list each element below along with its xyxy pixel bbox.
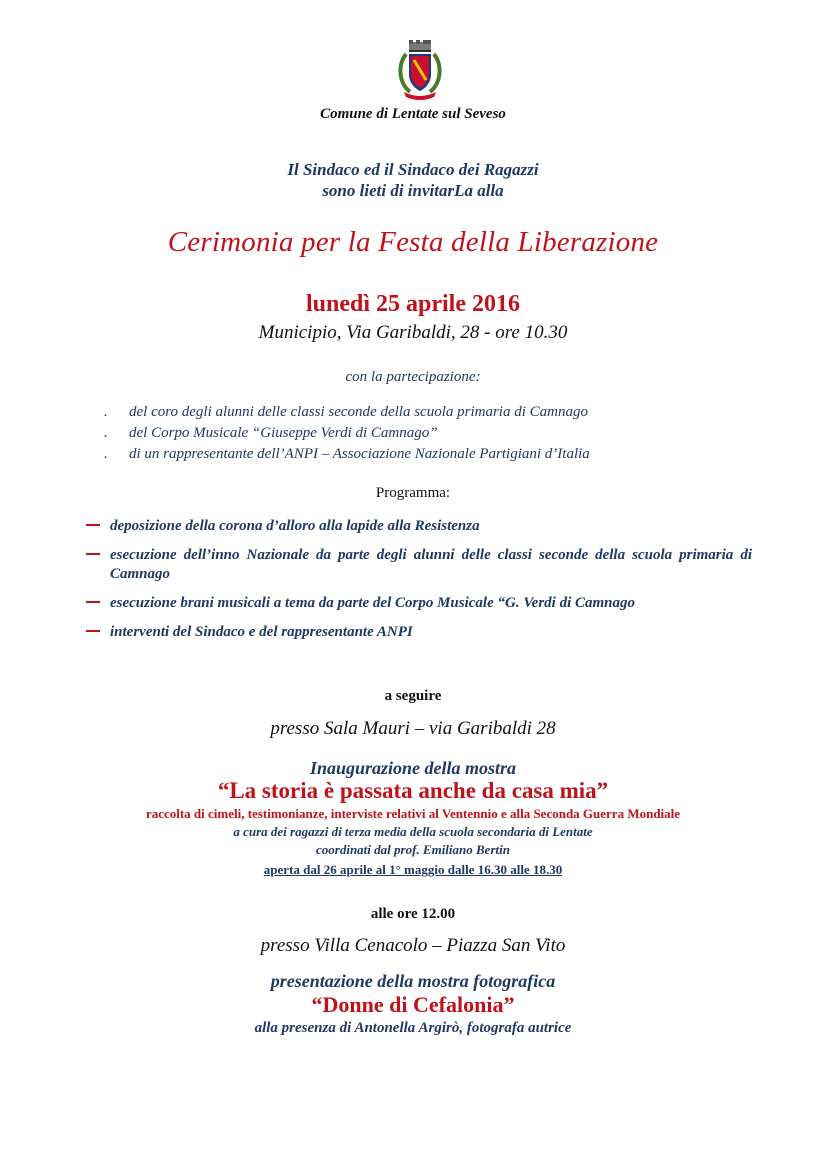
list-item: . di un rappresentante dell’ANPI – Associazione Nazionale Partigiani d’Italia — [104, 446, 590, 462]
participation-heading: con la partecipazione: — [345, 369, 481, 385]
invite-line-1: Il Sindaco ed il Sindaco dei Ragazzi — [287, 160, 539, 179]
photo-time: alle ore 12.00 — [370, 906, 456, 922]
list-item: deposizione della corona d’alloro alla lapide alla Resistenza — [86, 517, 752, 536]
a-seguire: a seguire — [384, 688, 442, 704]
photo-presentation: presentazione della mostra fotografica — [270, 971, 556, 991]
red-dash-icon — [86, 553, 100, 555]
event-date: lunedì 25 aprile 2016 — [305, 291, 521, 317]
list-item: . del coro degli alunni delle classi seconde della scuola primaria di Camnago — [104, 404, 588, 420]
exhibit-place: presso Sala Mauri – via Garibaldi 28 — [270, 718, 556, 739]
exhibit-opening-hours: aperta dal 26 aprile al 1° maggio dalle 16.30 alle 18.30 — [263, 862, 563, 877]
red-dash-icon — [86, 601, 100, 603]
participation-list — [104, 404, 590, 467]
list-item: . del Corpo Musicale “Giuseppe Verdi di Camnago” — [104, 425, 438, 441]
program-list — [86, 517, 752, 642]
event-place: Municipio, Via Garibaldi, 28 - ore 10.30 — [258, 322, 568, 343]
red-dash-icon — [86, 524, 100, 526]
exhibit-description: raccolta di cimeli, testimonianze, interviste relativi al Ventennio e alla Seconda Guerra Mondiale — [145, 806, 681, 821]
invite-line-2: sono lieti di invitarLa alla — [322, 181, 504, 200]
program-heading: Programma: — [375, 485, 451, 501]
list-item: esecuzione brani musicali a tema da parte del Corpo Musicale “G. Verdi di Camnago — [86, 594, 752, 613]
exhibit-inauguration: Inaugurazione della mostra — [309, 758, 517, 778]
list-item: esecuzione dell’inno Nazionale da parte degli alunni delle classi seconde della scuola primaria di Camnago — [86, 546, 752, 584]
municipality-name: Comune di Lentate sul Seveso — [320, 106, 506, 122]
exhibit-curated: a cura dei ragazzi di terza media della scuola secondaria di Lentate — [233, 824, 593, 839]
exhibit-title: “La storia è passata anche da casa mia” — [217, 778, 609, 803]
exhibit-coordinator: coordinati dal prof. Emiliano Bertin — [316, 842, 510, 857]
red-dash-icon — [86, 630, 100, 632]
list-item: interventi del Sindaco e del rappresentante ANPI — [86, 623, 752, 642]
photo-exhibit-title: “Donne di Cefalonia” — [311, 992, 515, 1017]
photo-place: presso Villa Cenacolo – Piazza San Vito — [260, 935, 566, 956]
photo-presence: alla presenza di Antonella Argirò, fotografa autrice — [254, 1020, 572, 1036]
event-title: Cerimonia per la Festa della Liberazione — [167, 226, 659, 258]
coat-of-arms-icon — [398, 40, 442, 102]
